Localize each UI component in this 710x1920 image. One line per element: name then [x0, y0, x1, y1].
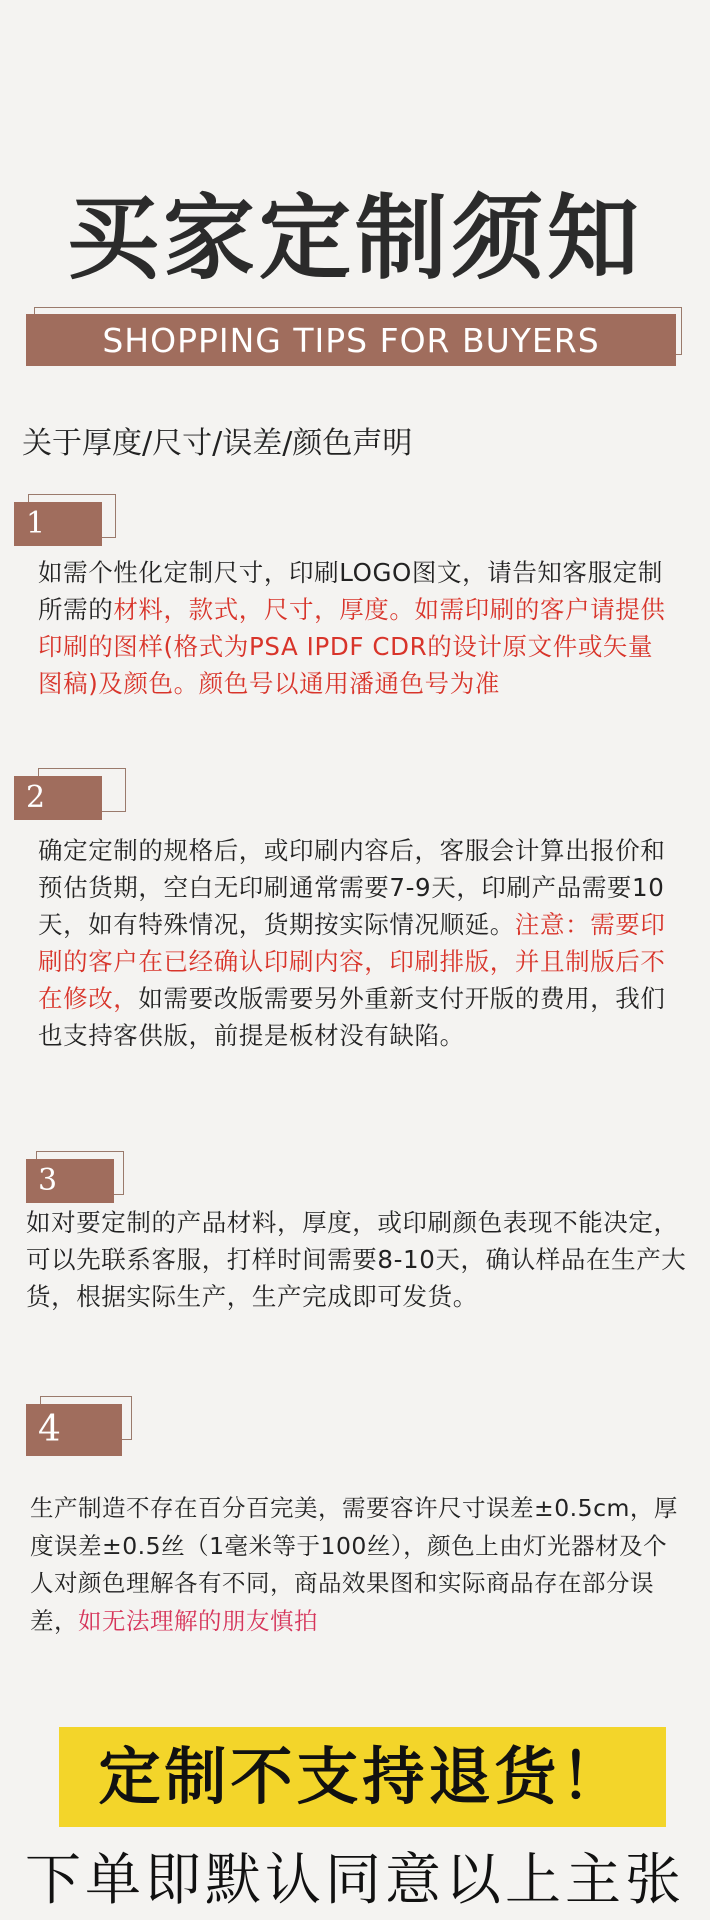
section-2-red: 注意：需要印刷的客户在已经确认印刷内容，印刷排版，并且制版后不在修改，: [38, 910, 666, 1013]
badge-number: 1: [14, 502, 102, 546]
page-title: 买家定制须知: [66, 184, 643, 292]
section-2-tail: 如需要改版需要另外重新支付开版的费用，我们也支持客供版，前提是板材没有缺陷。: [38, 984, 666, 1050]
banner: [26, 314, 676, 366]
badge-number: 2: [14, 776, 102, 820]
banner-label: SHOPPING TIPS FOR BUYERS: [102, 320, 600, 360]
subheading: 关于厚度/尺寸/误差/颜色声明: [22, 426, 413, 461]
section-3-text: [26, 1204, 690, 1315]
section-1-red: 材料，款式，尺寸，厚度。如需印刷的客户请提供印刷的图样(格式为PSA ΙPDF CDR的设计原文件或矢量图稿)及颜色。颜色号以通用潘通色号为准: [38, 595, 666, 698]
section-4-text: [30, 1490, 680, 1640]
section-2-plain: 确定定制的规格后，或印刷内容后，客服会计算出报价和预估货期，空白无印刷通常需要7-9天，印刷产品需要10天，如有特殊情况，货期按实际情况顺延。: [38, 836, 666, 939]
badge-number: 4: [26, 1404, 122, 1456]
agreement-note: 下单即默认同意以上主张: [25, 1848, 685, 1913]
no-return-notice: 定制不支持退货！: [59, 1727, 666, 1827]
section-3-plain: 如对要定制的产品材料，厚度，或印刷颜色表现不能决定，可以先联系客服，打样时间需要8-10天，确认样品在生产大货，根据实际生产，生产完成即可发货。: [26, 1208, 687, 1311]
section-1-plain: 如需个性化定制尺寸，印刷LOGO图文，请告知客服定制所需的: [38, 558, 663, 624]
section-4-red: 如无法理解的朋友慎拍: [78, 1606, 318, 1635]
section-2-text: [38, 832, 678, 1054]
section-4-plain: 生产制造不存在百分百完美，需要容许尺寸误差±0.5cm，厚度误差±0.5丝（1毫米等于100丝），颜色上由灯光器材及个人对颜色理解各有不同，商品效果图和实际商品存在部分误差，: [30, 1494, 678, 1635]
section-1-text: [38, 554, 678, 702]
badge-number: 3: [26, 1159, 114, 1203]
